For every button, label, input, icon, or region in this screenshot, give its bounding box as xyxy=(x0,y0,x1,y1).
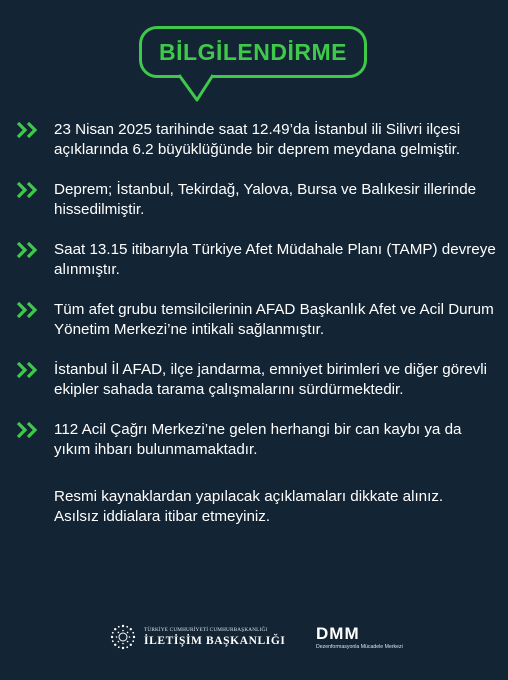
list-item xyxy=(16,360,496,399)
closing-note xyxy=(54,487,504,526)
closing-note-line: Resmi kaynaklardan yapılacak açıklamaları dikkate alınız. xyxy=(54,488,444,505)
footer xyxy=(0,622,508,662)
list-item-text: 112 Acil Çağrı Merkezi’ne gelen herhangi bir can kaybı ya da yıkım ihbarı bulunmamaktadır. xyxy=(54,421,462,458)
iletisim-baskanligi-logo xyxy=(108,622,285,652)
dmm-logo-text: DMM xyxy=(316,624,360,643)
sun-seal-icon xyxy=(108,622,138,652)
closing-note-line: Asılsız iddialara itibar etmeyiniz. xyxy=(54,507,271,525)
list-item xyxy=(16,300,496,339)
page-title: BİLGİLENDİRME xyxy=(159,38,347,65)
double-chevron-right-icon xyxy=(16,422,40,438)
double-chevron-right-icon xyxy=(16,242,40,258)
logo-subtitle: TÜRKİYE CUMHURİYETİ CUMHURBAŞKANLIĞI xyxy=(144,627,268,633)
list-item-text: Saat 13.15 itibarıyla Türkiye Afet Müdahale Planı (TAMP) devreye alınmıştır. xyxy=(54,241,496,278)
dmm-logo-subtitle: Dezenformasyonla Mücadele Merkezi xyxy=(316,644,403,650)
list-item-text: İstanbul İl AFAD, ilçe jandarma, emniyet birimleri ve diğer görevli ekipler sahada tarama çalışmalarını sürdürmektedir. xyxy=(54,361,488,398)
double-chevron-right-icon xyxy=(16,302,40,318)
header-badge xyxy=(139,26,367,78)
dmm-logo xyxy=(316,626,403,650)
double-chevron-right-icon xyxy=(16,182,40,198)
double-chevron-right-icon xyxy=(16,122,40,138)
speech-bubble-tail xyxy=(177,74,217,104)
double-chevron-right-icon xyxy=(16,362,40,378)
list-item xyxy=(16,420,496,459)
list-item-text: Tüm afet grubu temsilcilerinin AFAD Başkanlık Afet ve Acil Durum Yönetim Merkezi’ne intikali sağlanmıştır. xyxy=(54,301,494,338)
list-item xyxy=(16,240,496,279)
list-item-text: Deprem; İstanbul, Tekirdağ, Yalova, Bursa ve Balıkesir illerinde hissedilmiştir. xyxy=(54,181,477,218)
list-item-text: 23 Nisan 2025 tarihinde saat 12.49’da İstanbul ili Silivri ilçesi açıklarında 6.2 büyüklüğünde bir deprem meydana gelmiştir. xyxy=(54,121,461,158)
list-item xyxy=(16,120,496,159)
info-list xyxy=(16,120,496,480)
logo-title: İLETİŞİM BAŞKANLIĞI xyxy=(144,635,286,647)
list-item xyxy=(16,180,496,219)
